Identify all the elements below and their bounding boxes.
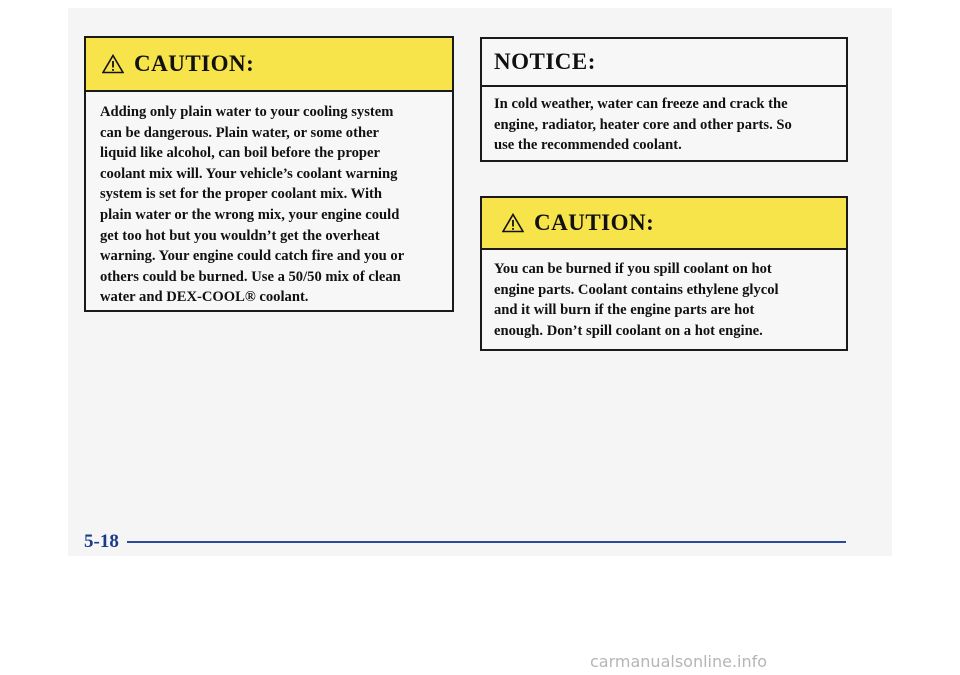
page-number: 5-18 (84, 531, 119, 552)
caution-heading: CAUTION: (534, 210, 655, 235)
text-line: engine parts. Coolant contains ethylene glycol (494, 281, 779, 298)
page-footer (84, 530, 846, 554)
watermark: carmanualsonline.info (590, 652, 768, 671)
text-line: get too hot but you wouldn’t get the overheat (100, 227, 380, 244)
text-line: use the recommended coolant. (494, 137, 682, 154)
caution-box-left (84, 36, 454, 312)
text-line: warning. Your engine could catch fire and you or (100, 248, 405, 265)
notice-body (482, 87, 846, 156)
text-line: liquid like alcohol, can boil before the proper (100, 145, 381, 162)
text-line: plain water or the wrong mix, your engine could (100, 206, 400, 223)
notice-heading: NOTICE: (494, 49, 596, 74)
notice-box (480, 37, 848, 162)
caution-heading: CAUTION: (134, 51, 255, 76)
text-line: water and DEX-COOL® coolant. (100, 289, 309, 306)
caution-header (482, 198, 846, 250)
footer-rule (127, 541, 846, 543)
caution-body (482, 250, 846, 341)
caution-body (86, 92, 452, 308)
notice-header (482, 39, 846, 87)
text-line: coolant mix will. Your vehicle’s coolant warning (100, 165, 398, 182)
text-line: engine, radiator, heater core and other parts. So (494, 116, 792, 133)
text-line: In cold weather, water can freeze and crack the (494, 96, 788, 112)
warning-triangle-icon (102, 54, 124, 74)
caution-header (86, 38, 452, 92)
caution-box-right (480, 196, 848, 351)
text-line: You can be burned if you spill coolant on hot (494, 261, 772, 277)
text-line: enough. Don’t spill coolant on a hot engine. (494, 322, 763, 339)
text-line: system is set for the proper coolant mix. With (100, 186, 382, 203)
text-line: others could be burned. Use a 50/50 mix of clean (100, 268, 401, 285)
text-line: can be dangerous. Plain water, or some other (100, 124, 380, 141)
text-line: and it will burn if the engine parts are hot (494, 302, 755, 319)
warning-triangle-icon (502, 213, 524, 233)
text-line: Adding only plain water to your cooling system (100, 104, 394, 120)
